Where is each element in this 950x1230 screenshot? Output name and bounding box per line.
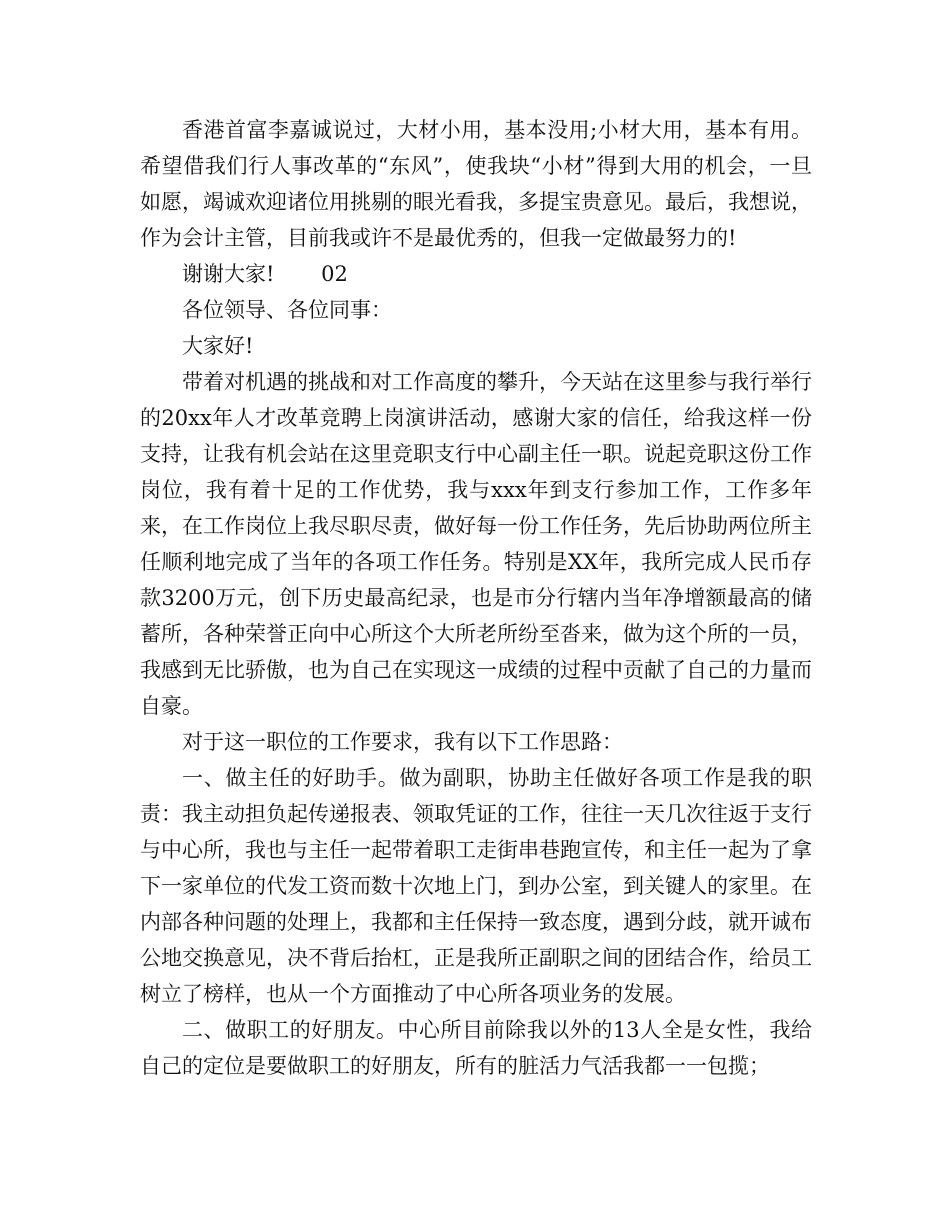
paragraph-introduction: 带着对机遇的挑战和对工作高度的攀升，今天站在这里参与我行举行的20xx年人才改革竞聘上岗演讲活动，感谢大家的信任，给我这样一份支持，让我有机会站在这里竞职支行中心副主任一职。说起竞职这份工作岗位，我有着十足的工作优势，我与xxx年到支行参加工作，工作多年来，在工作岗位上我尽职尽责，做好每一份工作任务，先后协助两位所主任顺利地完成了当年的各项工作任务。特别是XX年，我所完成人民币存款3200万元，创下历史最高纪录，也是市分行辖内当年净增额最高的储蓄所，各种荣誉正向中心所这个大所老所纷至沓来，做为这个所的一员，我感到无比骄傲，也为自己在实现这一成绩的过程中贡献了自己的力量而自豪。 [140,370,812,718]
paragraph-salutation: 各位领导、各位同事： [182,298,392,322]
paragraph-point-one: 一、做主任的好助手。做为副职，协助主任做好各项工作是我的职责：我主动担负起传递报表、领取凭证的工作，往往一天几次往返于支行与中心所，我也与主任一起带着职工走街串巷跑宣传，和主任一起为了拿下一家单位的代发工资而数十次地上门，到办公室，到关键人的家里。在内部各种问题的处理上，我都和主任保持一致态度，遇到分歧，就开诚布公地交换意见，决不背后抬杠，正是我所正副职之间的团结合作，给员工树立了榜样，也从一个方面推动了中心所各项业务的发展。 [140,766,812,1006]
paragraph-point-two: 二、做职工的好朋友。中心所目前除我以外的13人全是女性，我给自己的定位是要做职工的好朋友，所有的脏活力气活我都一一包揽； [140,1018,812,1078]
paragraph-quote-conclusion: 香港首富李嘉诚说过，大材小用，基本没用;小材大用，基本有用。希望借我们行人事改革的“东风”，使我块“小材”得到大用的机会，一旦如愿，竭诚欢迎诸位用挑剔的眼光看我，多提宝贵意见。最后，我想说，作为会计主管，目前我或许不是最优秀的，但我一定做最努力的! [140,118,812,250]
paragraph-greeting: 大家好! [182,334,254,358]
document-body [140,112,812,1084]
paragraph-thanks-section-number: 谢谢大家! 02 [182,262,348,286]
paragraph-work-ideas-heading: 对于这一职位的工作要求，我有以下工作思路： [182,730,623,754]
